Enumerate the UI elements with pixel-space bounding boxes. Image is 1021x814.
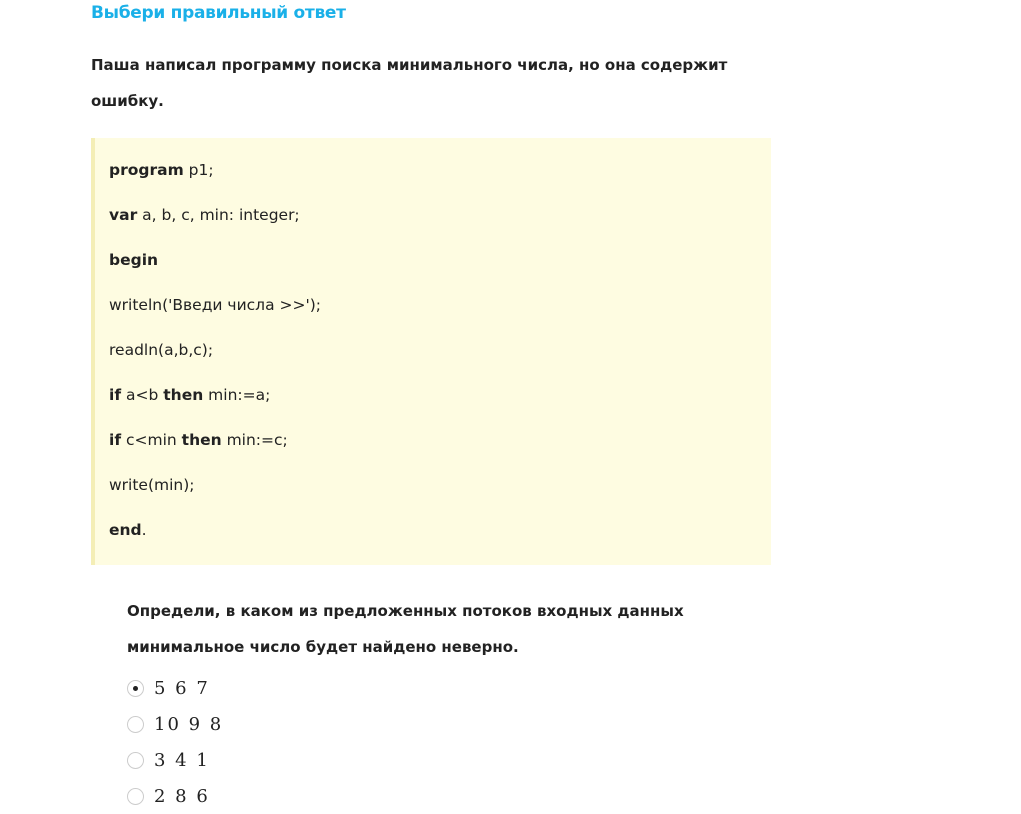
code-text: .: [141, 521, 147, 539]
task-title: Выбери правильный ответ: [91, 3, 346, 23]
code-text: p1;: [183, 161, 214, 179]
code-line: [109, 473, 771, 518]
answer-option[interactable]: [127, 778, 223, 814]
code-text: readln(a,b,c);: [109, 341, 214, 359]
code-text: min:=c;: [221, 431, 288, 449]
code-line: [109, 518, 771, 563]
code-line: [109, 203, 771, 248]
code-line: [109, 293, 771, 338]
answer-option-label[interactable]: 5 6 7: [154, 677, 210, 699]
answer-option[interactable]: [127, 706, 223, 742]
radio-button[interactable]: [127, 788, 144, 805]
code-keyword: then: [163, 386, 204, 404]
answer-option[interactable]: [127, 670, 223, 706]
task-description: Паша написал программу поиска минимального числа, но она содержит ошибку.: [91, 56, 728, 110]
code-block: [91, 138, 771, 565]
radio-button[interactable]: [127, 680, 144, 697]
code-text: a<b: [121, 386, 164, 404]
question-text: Определи, в каком из предложенных потоков входных данных минимальное число будет найдено неверно.: [127, 602, 684, 656]
code-keyword: begin: [109, 251, 159, 269]
code-keyword: end: [109, 521, 142, 539]
answer-options: [127, 670, 223, 814]
answer-option-label[interactable]: 10 9 8: [154, 713, 224, 735]
radio-button[interactable]: [127, 752, 144, 769]
code-text: a, b, c, min: integer;: [137, 206, 300, 224]
code-text: writeln('Введи числа >>');: [109, 296, 322, 314]
code-text: min:=a;: [203, 386, 271, 404]
code-keyword: if: [109, 386, 122, 404]
radio-button[interactable]: [127, 716, 144, 733]
answer-option-label[interactable]: 2 8 6: [154, 785, 210, 807]
code-text: c<min: [121, 431, 182, 449]
code-line: [109, 383, 771, 428]
code-keyword: var: [109, 206, 138, 224]
code-text: write(min);: [109, 476, 195, 494]
code-keyword: if: [109, 431, 122, 449]
code-keyword: then: [181, 431, 222, 449]
code-keyword: program: [109, 161, 184, 179]
code-line: [109, 158, 771, 203]
code-line: [109, 338, 771, 383]
code-line: [109, 428, 771, 473]
answer-option-label[interactable]: 3 4 1: [154, 749, 210, 771]
code-line: [109, 248, 771, 293]
answer-option[interactable]: [127, 742, 223, 778]
